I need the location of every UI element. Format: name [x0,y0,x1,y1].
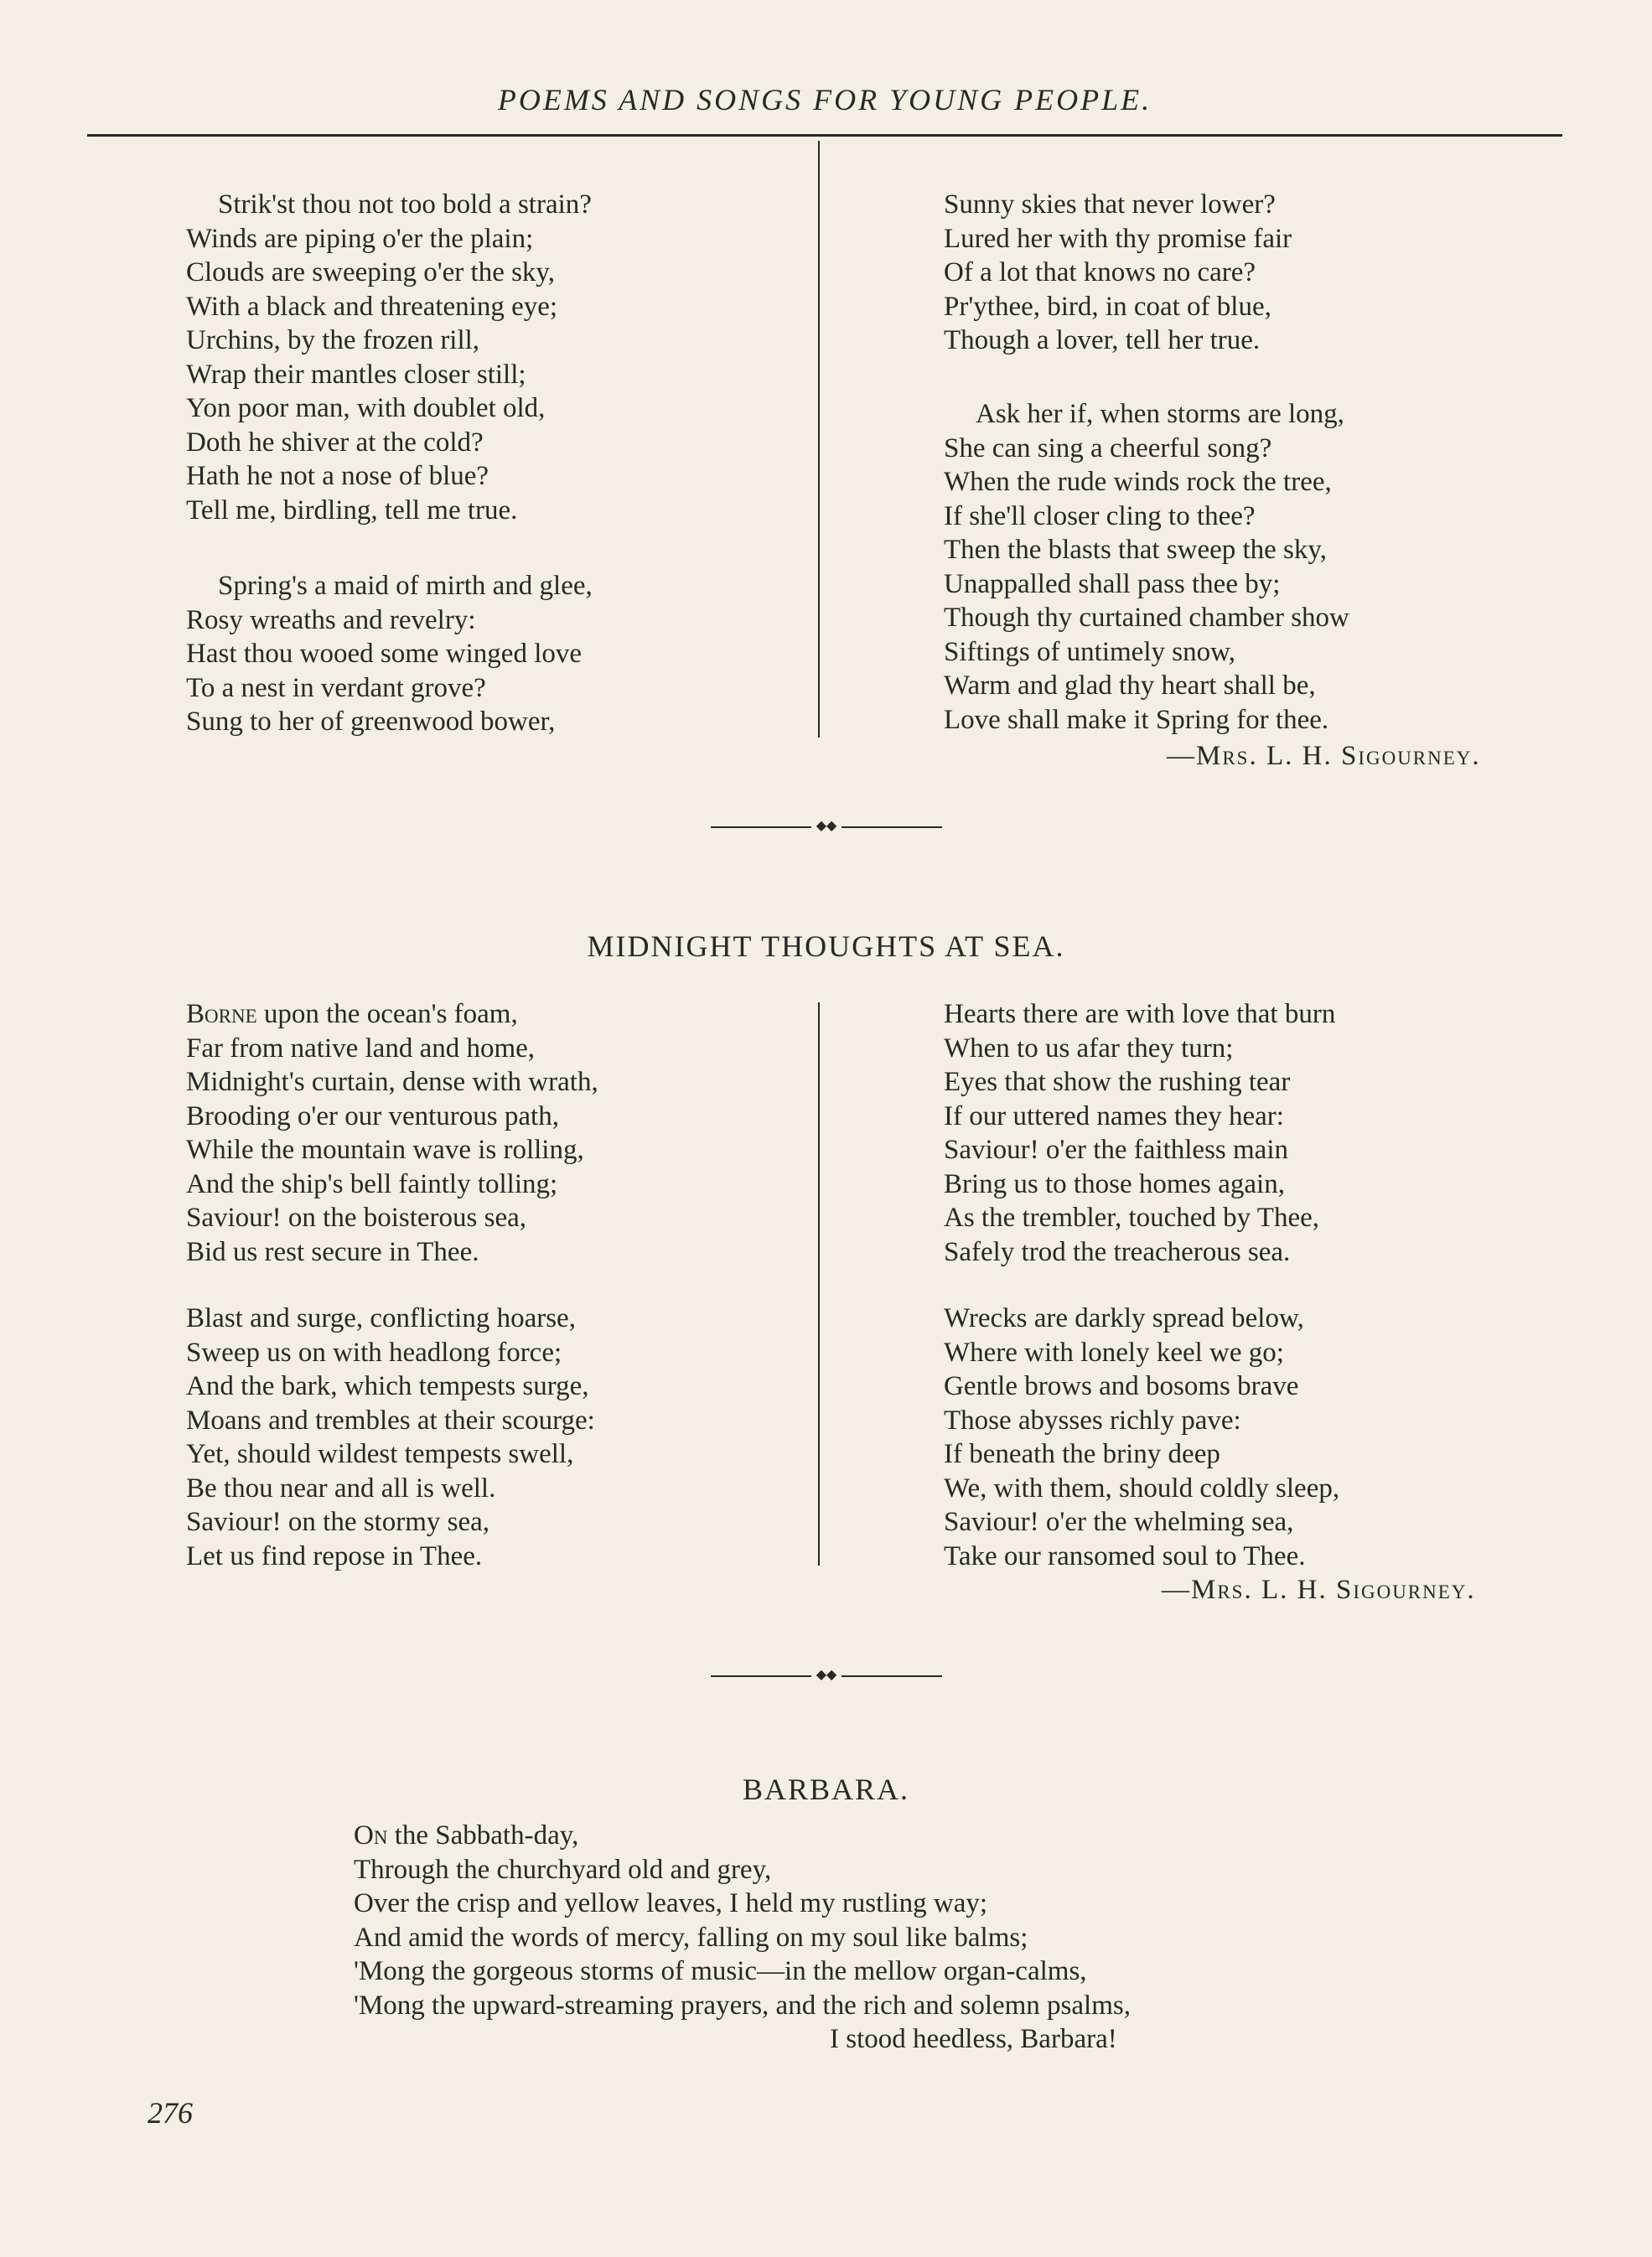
poem-line: Safely trod the treacherous sea. [944,1236,1291,1267]
poem-line: Tell me, birdling, tell me true. [186,494,518,525]
running-head: POEMS AND SONGS FOR YOUNG PEOPLE. [497,83,1152,116]
poem-line: Gentle brows and bosoms brave [944,1371,1299,1401]
poem-line: Far from native land and home, [186,1033,536,1064]
poem-line: Wrap their mantles closer still; [186,359,526,390]
drop-word: Borne [186,999,257,1029]
drop-word: On [354,1820,388,1851]
divider-line [842,1675,942,1677]
poem3-last-line: I stood heedless, Barbara! [830,2024,1117,2054]
poem2-attribution: —Mrs. L. H. Sigourney. [1162,1575,1476,1605]
poem1-right-stanza-2 [944,397,1349,737]
poem-line: Sung to her of greenwood bower, [186,707,556,737]
poem-line: Unappalled shall pass thee by; [944,568,1281,599]
poem-line: Those abysses richly pave: [944,1405,1241,1436]
poem-line [186,997,598,1032]
poem-line: Sweep us on with headlong force; [186,1337,562,1368]
poem-line: She can sing a cheerful song? [944,432,1272,463]
column-rule [818,1002,820,1566]
divider-line [711,1675,811,1677]
poem-line: And the ship's bell faintly tolling; [186,1168,558,1199]
divider-diamond-icon: ◆◆ [816,1668,837,1682]
poem-line: Pr'ythee, bird, in coat of blue, [944,291,1271,322]
poem-line: Saviour! o'er the whelming sea, [944,1507,1294,1537]
poem-line: When the rude winds rock the tree, [944,467,1332,497]
poem1-right-stanza-1 [944,188,1292,358]
poem-line: Eyes that show the rushing tear [944,1067,1291,1097]
poem1-left-stanza-1 [186,188,592,527]
poem-line: Ask her if, when storms are long, [976,399,1344,429]
poem-line: Clouds are sweeping o'er the sky, [186,257,556,287]
divider-line [711,826,811,828]
poem-line: Over the crisp and yellow leaves, I held my rustling way; [354,1888,988,1918]
poem-line: Rosy wreaths and revelry: [186,604,476,635]
poem-line: Winds are piping o'er the plain; [186,223,534,254]
poem-line: Siftings of untimely snow, [944,636,1236,667]
poem-line: Where with lonely keel we go; [944,1337,1284,1368]
poem-line: Bring us to those homes again, [944,1168,1285,1199]
poem2-title: MIDNIGHT THOUGHTS AT SEA. [587,929,1065,963]
poem-line: Though a lover, tell her true. [944,325,1261,355]
poem-line: With a black and threatening eye; [186,291,558,322]
poem-line: And amid the words of mercy, falling on my soul like balms; [354,1922,1028,1953]
poem-line: Take our ransomed soul to Thee. [944,1540,1306,1571]
line-rest: the Sabbath-day, [387,1820,579,1851]
poem-line: And the bark, which tempests surge, [186,1371,589,1401]
poem2-left-stanza-2 [186,1302,595,1573]
divider-diamond-icon: ◆◆ [816,819,837,833]
poem-line: Then the blasts that sweep the sky, [944,535,1328,565]
header-rule [87,134,1562,137]
poem1-attribution: —Mrs. L. H. Sigourney. [1167,741,1481,771]
poem-line: If she'll closer cling to thee? [944,500,1256,531]
poem-line: Hearts there are with love that burn [944,999,1336,1029]
poem-line: Saviour! on the boisterous sea, [186,1203,527,1233]
poem-line: If beneath the briny deep [944,1439,1220,1469]
divider-line [842,826,942,828]
poem-line: Sunny skies that never lower? [944,189,1276,220]
poem-line: Through the churchyard old and grey, [354,1854,772,1885]
column-rule [818,141,820,738]
poem2-left-stanza-1 [186,997,598,1269]
poem-line: Blast and surge, conflicting hoarse, [186,1303,576,1333]
poem-line: Doth he shiver at the cold? [186,427,484,458]
poem3-stanza [354,1819,1131,2022]
poem-line: Though thy curtained chamber show [944,603,1349,633]
poem-line: Brooding o'er our venturous path, [186,1100,559,1131]
poem-line: Midnight's curtain, dense with wrath, [186,1067,598,1097]
poem-line: We, with them, should coldly sleep, [944,1473,1340,1504]
poem-line: Be thou near and all is well. [186,1473,496,1504]
poem-line: Strik'st thou not too bold a strain? [218,189,592,220]
poem-line: Saviour! on the stormy sea, [186,1507,490,1537]
poem-line: If our uttered names they hear: [944,1100,1284,1131]
poem-line: Yet, should wildest tempests swell, [186,1439,574,1469]
poem-line: Spring's a maid of mirth and glee, [218,571,593,601]
poem-line: Let us find repose in Thee. [186,1540,483,1571]
poem-line: Yon poor man, with doublet old, [186,393,546,423]
poem-line: Lured her with thy promise fair [944,223,1292,254]
poem-line: Wrecks are darkly spread below, [944,1303,1304,1333]
poem-line [354,1819,1131,1853]
poem2-right-stanza-2 [944,1302,1339,1573]
poem1-left-stanza-2 [186,569,593,739]
poem2-right-stanza-1 [944,997,1335,1269]
poem-line: Moans and trembles at their scourge: [186,1405,595,1436]
page-number: 276 [148,2096,193,2130]
poem-line: While the mountain wave is rolling, [186,1135,584,1165]
section-divider [711,1670,942,1682]
poem-line: 'Mong the gorgeous storms of music—in the mellow organ-calms, [354,1956,1087,1986]
poem-line: Saviour! o'er the faithless main [944,1135,1289,1165]
poem3-title: BARBARA. [742,1773,910,1806]
poem-line: Urchins, by the frozen rill, [186,325,480,355]
poem-line: Warm and glad thy heart shall be, [944,670,1316,701]
poem-line: As the trembler, touched by Thee, [944,1203,1320,1233]
poem-line: Of a lot that knows no care? [944,257,1256,287]
line-rest: upon the ocean's foam, [256,999,518,1029]
poem-line: 'Mong the upward-streaming prayers, and the rich and solemn psalms, [354,1990,1131,2021]
poem-line: Bid us rest secure in Thee. [186,1236,479,1267]
poem-line: Hath he not a nose of blue? [186,461,489,491]
section-divider [711,821,942,833]
poem-line: Love shall make it Spring for thee. [944,704,1329,735]
poem-line: To a nest in verdant grove? [186,672,486,703]
poem-line: Hast thou wooed some winged love [186,639,583,669]
poem-line: When to us afar they turn; [944,1033,1234,1064]
